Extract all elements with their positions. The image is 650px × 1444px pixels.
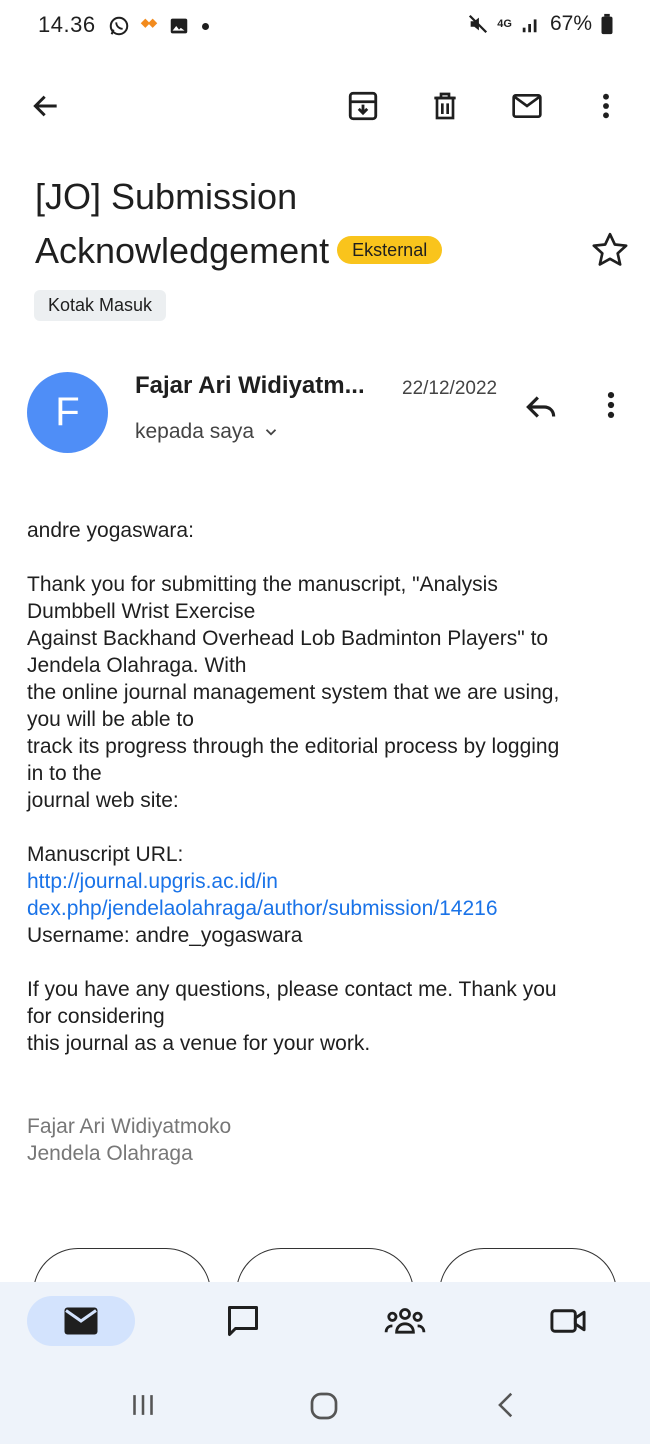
recent-apps-button[interactable] <box>126 1388 160 1422</box>
email-body <box>27 517 627 1167</box>
people-icon <box>384 1303 426 1339</box>
more-options-button[interactable] <box>584 84 628 128</box>
back-button[interactable] <box>24 84 68 128</box>
body-line: Jendela Olahraga. With <box>27 654 247 677</box>
inbox-label-chip[interactable]: Kotak Masuk <box>34 290 166 321</box>
arrow-back-icon <box>30 90 62 122</box>
nav-mail[interactable] <box>27 1296 135 1346</box>
paragraph-1 <box>27 571 627 814</box>
greeting: andre yogaswara: <box>27 519 194 542</box>
message-more-button[interactable] <box>594 388 630 428</box>
body-line: If you have any questions, please contact me. Thank you <box>27 978 557 1001</box>
email-subject <box>35 170 575 278</box>
sender-avatar[interactable]: F <box>27 372 108 453</box>
mail-icon <box>63 1306 99 1336</box>
body-line: Against Backhand Overhead Lob Badminton Players" to <box>27 627 549 650</box>
body-line: Dumbbell Wrist Exercise <box>27 600 256 623</box>
subject-line-1: [JO] Submission <box>35 176 298 217</box>
delete-button[interactable] <box>423 84 467 128</box>
signal-icon <box>520 13 542 35</box>
mute-icon <box>467 13 489 35</box>
notification-icons <box>108 15 209 37</box>
manuscript-url-link[interactable] <box>27 868 627 922</box>
mail-icon <box>509 90 545 122</box>
paragraph-2 <box>27 976 627 1057</box>
body-line: in to the <box>27 762 102 785</box>
more-vert-icon <box>594 388 628 422</box>
body-line: for considering <box>27 1005 165 1028</box>
shopping-app-icon <box>138 15 160 37</box>
url-label: Manuscript URL: <box>27 843 184 866</box>
archive-icon <box>346 89 380 123</box>
external-badge: Eksternal <box>337 236 442 264</box>
status-time: 14.36 <box>38 12 96 37</box>
star-icon <box>590 230 630 270</box>
signature-name: Fajar Ari Widiyatmoko <box>27 1115 232 1138</box>
system-status <box>467 12 614 36</box>
recipient-details-toggle[interactable] <box>135 420 280 444</box>
recipient-label: kepada saya <box>135 420 255 443</box>
chevron-down-icon <box>262 423 280 441</box>
reply-button[interactable] <box>522 388 562 428</box>
mark-unread-button[interactable] <box>505 84 549 128</box>
star-button[interactable] <box>590 230 630 270</box>
video-icon <box>549 1305 587 1337</box>
home-button[interactable] <box>306 1388 342 1424</box>
body-line: journal web site: <box>27 789 179 812</box>
nav-chat[interactable] <box>189 1296 297 1346</box>
body-line: track its progress through the editorial process by logging <box>27 735 560 758</box>
more-vert-icon <box>590 90 622 122</box>
signature-org: Jendela Olahraga <box>27 1142 193 1165</box>
chat-icon <box>225 1303 261 1339</box>
username-line: Username: andre_yogaswara <box>27 924 303 947</box>
archive-button[interactable] <box>341 84 385 128</box>
whatsapp-icon <box>108 15 130 37</box>
battery-percent: 67% <box>549 12 592 35</box>
email-date: 22/12/2022 <box>402 378 498 399</box>
nav-spaces[interactable] <box>351 1296 459 1346</box>
dot-icon <box>202 23 209 30</box>
sender-name[interactable]: Fajar Ari Widiyatm... <box>135 372 365 399</box>
battery-icon <box>600 13 614 35</box>
url-line-1: http://journal.upgris.ac.id/in <box>27 870 278 893</box>
nav-meet[interactable] <box>514 1296 622 1346</box>
subject-line-2: Acknowledgement <box>35 230 330 271</box>
home-icon <box>306 1388 342 1424</box>
reply-icon <box>522 388 560 426</box>
recents-icon <box>126 1388 160 1422</box>
gallery-icon <box>168 15 190 37</box>
body-line: this journal as a venue for your work. <box>27 1032 371 1055</box>
signature <box>27 1113 627 1167</box>
body-line: Thank you for submitting the manuscript, "Analysis <box>27 573 498 596</box>
url-line-2: dex.php/jendelaolahraga/author/submission/14216 <box>27 897 498 920</box>
trash-icon <box>429 90 461 122</box>
body-line: the online journal management system that we are using, <box>27 681 560 704</box>
body-line: you will be able to <box>27 708 194 731</box>
status-bar <box>0 0 650 56</box>
network-type: 4G <box>497 18 512 30</box>
system-back-button[interactable] <box>490 1388 524 1422</box>
back-chevron-icon <box>490 1388 524 1422</box>
